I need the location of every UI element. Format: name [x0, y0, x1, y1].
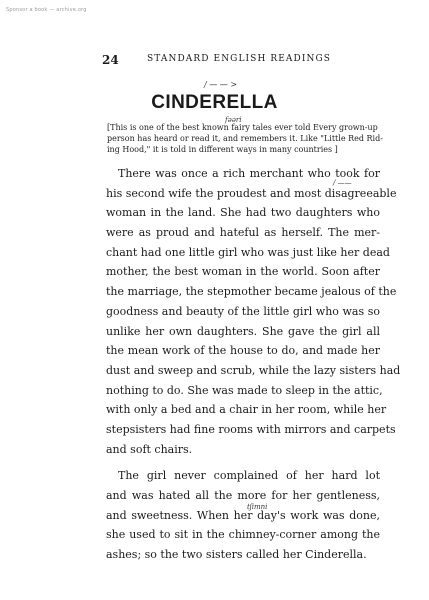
- handwritten-stress-mark: / — — >: [204, 80, 238, 89]
- story-body: [106, 164, 401, 565]
- text-line: stepsisters had fine rooms with mirrors and carpets: [106, 422, 396, 436]
- text-line: mother, the best woman in the world. Soon after: [106, 265, 380, 279]
- text-line: the mean work of the house to do, and made her: [106, 344, 380, 358]
- paragraph-2: [106, 466, 380, 564]
- text-line: ashes; so the two sisters called her Cinderella.: [106, 548, 367, 562]
- watermark-text: Sponsor a book — archive.org: [6, 7, 87, 13]
- text-line: and was hated all the more for her gentleness,: [106, 489, 380, 502]
- text-line: were as proud and hateful as herself. The mer-: [106, 226, 380, 240]
- text-line: and sweetness. When her day's work was done,: [106, 508, 380, 522]
- page-number: 24: [102, 53, 119, 67]
- paragraph-1: [106, 164, 401, 459]
- text-line: the marriage, the stepmother became jealous of the: [106, 285, 397, 299]
- page-header: [0, 53, 429, 67]
- text-line: his second wife the proudest and most disagreeable: [106, 186, 397, 200]
- text-line: The girl never complained of her hard lot: [118, 469, 380, 483]
- intro-note: [107, 122, 383, 155]
- handwritten-stress-disagreeable: / ——: [333, 179, 352, 187]
- text-line: chant had one little girl who was just like her dead: [106, 245, 390, 259]
- text-line: with only a bed and a chair in her room, while her: [106, 403, 387, 417]
- handwritten-phonetic-chimney: tʃimni: [247, 503, 268, 511]
- text-line: unlike her own daughters. She gave the girl all: [106, 324, 380, 338]
- handwritten-phonetic-fairy: fəəri: [225, 116, 242, 124]
- text-line: nothing to do. She was made to sleep in the attic,: [106, 383, 383, 397]
- intro-line: [This is one of the best known fairy tales ever told Every grown-up: [107, 123, 378, 132]
- text-line: she used to sit in the chimney-corner among the: [106, 528, 380, 542]
- text-line: goodness and beauty of the little girl who was so: [106, 304, 380, 318]
- running-head: STANDARD ENGLISH READINGS: [147, 54, 332, 64]
- text-line: dust and sweep and scrub, while the lazy sisters had: [106, 363, 401, 377]
- chapter-title: CINDERELLA: [151, 92, 278, 113]
- text-line: woman in the land. She had two daughters who: [106, 206, 380, 220]
- intro-line: person has heard or read it, and remembers it. Like "Little Red Rid-: [107, 134, 383, 143]
- text-line: There was once a rich merchant who took for: [118, 167, 380, 180]
- text-line: and soft chairs.: [106, 442, 193, 456]
- intro-line: ing Hood," it is told in different ways in many countries ]: [107, 145, 338, 154]
